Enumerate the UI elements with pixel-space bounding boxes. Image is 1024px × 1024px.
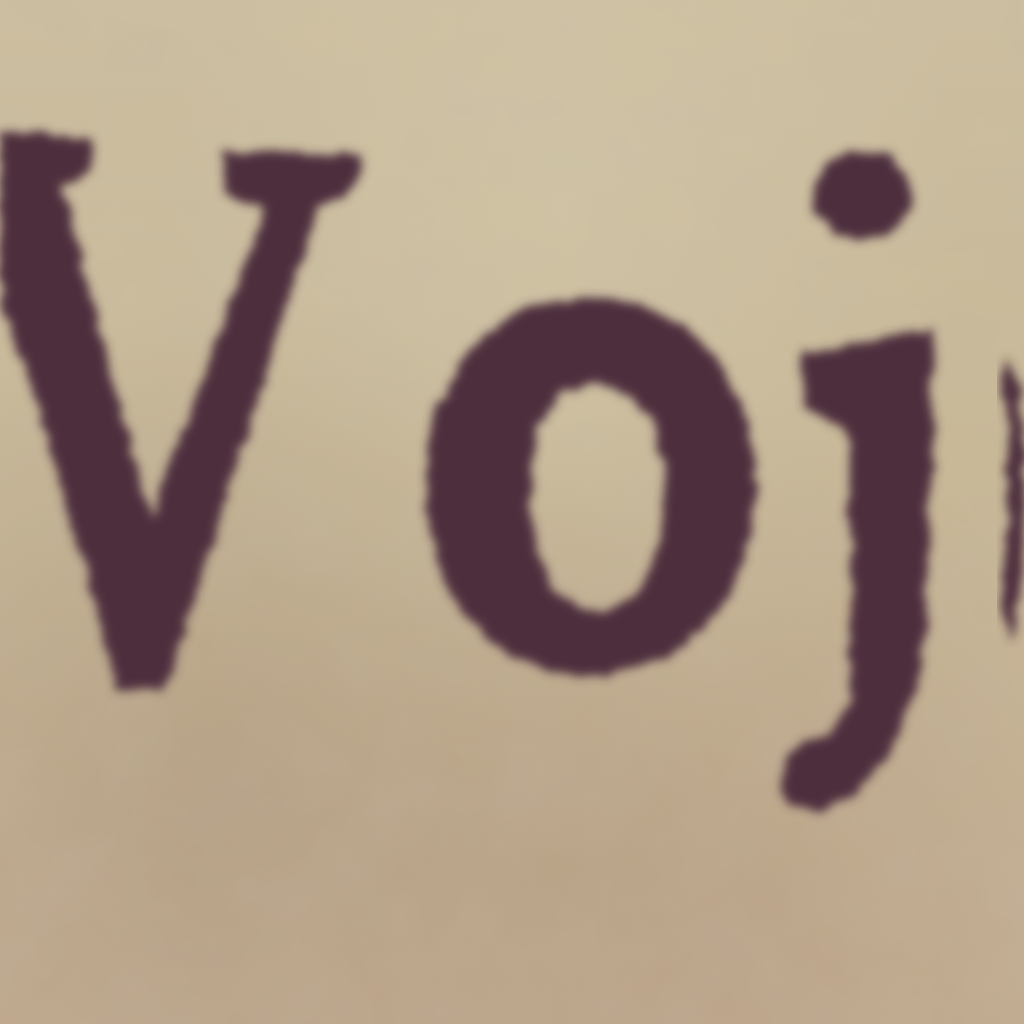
letter-o <box>425 298 755 675</box>
letter-j <box>782 150 935 810</box>
letter-v <box>0 130 362 692</box>
letter-fragment <box>1000 360 1024 640</box>
